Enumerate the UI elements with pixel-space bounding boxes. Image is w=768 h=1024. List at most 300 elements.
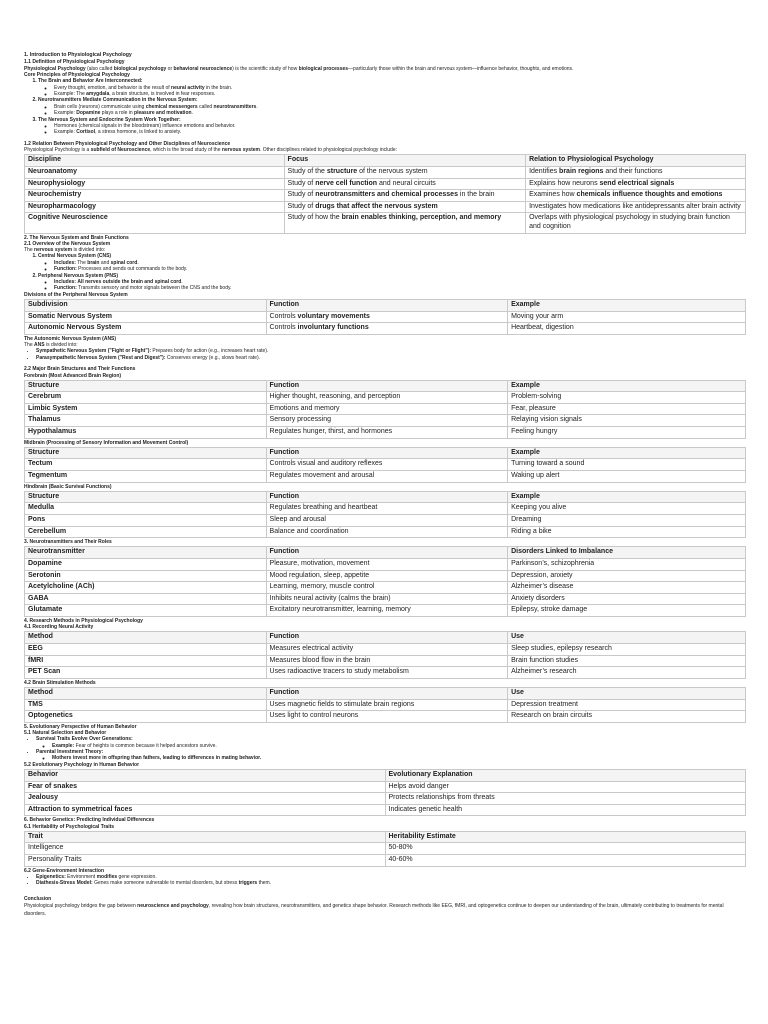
term: biological processes [298,65,349,72]
column-header: Trait [25,831,386,843]
table-cell: Waking up alert [508,471,746,483]
table-cell: Somatic Nervous System [25,311,267,323]
column-header: Example [508,491,746,503]
table-row [25,667,746,679]
table-cell [284,167,526,179]
table-row [25,515,746,527]
table-cell: Fear of snakes [25,781,386,793]
text: of the nervous system [357,168,428,176]
text: Study of how the [287,214,342,222]
principles-list [24,78,746,136]
table-cell [284,178,526,190]
table-cell: Jealousy [25,793,386,805]
bold-text: Function: [54,266,77,273]
text: Physiological Psychology is a [24,147,91,154]
table-row [25,526,746,538]
table-row [25,570,746,582]
table-row [25,415,746,427]
bold-text: amygdala [86,91,110,98]
table-cell [266,311,508,323]
bold-text: send electrical signals [599,179,675,187]
table-header-row [25,491,746,503]
text: , which is the broad study of the [150,147,222,154]
table-header-row [25,687,746,699]
table-cell: Feeling hungry [508,427,746,439]
table-header-row [25,831,746,843]
table-row [25,793,746,805]
bold-text: Dopamine [76,110,101,117]
text: , a stress hormone, is linked to anxiety. [95,129,182,136]
text: Transmits sensory and motor signals between the CNS and the body. [76,285,232,292]
table-cell: Cognitive Neuroscience [25,213,285,233]
table-row [25,323,746,335]
column-header: Disorders Linked to Imbalance [508,547,746,559]
table-cell: TMS [25,699,267,711]
column-header: Behavior [25,770,386,782]
bold-text: neuroscience and psychology [137,902,209,909]
table-cell: Relaying vision signals [508,415,746,427]
table-row [25,655,746,667]
table-row [25,427,746,439]
section-6-1-heading: 6.1 Heritability of Psychological Traits [24,823,115,830]
table-cell: Parkinson’s, schizophrenia [508,559,746,571]
text: Conserves energy (e.g., slows heart rate). [165,354,261,361]
table-cell: Cerebellum [25,526,267,538]
column-header: Example [508,300,746,312]
table-cell: PET Scan [25,667,267,679]
table-cell: Autonomic Nervous System [25,323,267,335]
table-cell: Excitatory neurotransmitter, learning, memory [266,605,508,617]
table-header-row [25,155,746,167]
bold-text: nervous system [34,247,73,254]
table-cell: Regulates breathing and heartbeat [266,503,508,515]
column-header: Focus [284,155,526,167]
column-header: Use [508,687,746,699]
text: The [75,259,88,266]
bold-text: Cortisol [76,129,96,136]
bold-text: nerve cell function [315,179,378,187]
table-cell [284,201,526,213]
bold-text: modifies [96,873,118,880]
column-header: Heritability Estimate [385,831,746,843]
section-2-heading: 2. The Nervous System and Brain Functions [24,234,129,241]
pns-divisions-heading: Divisions of the Peripheral Nervous System [24,291,128,298]
table-cell: Dreaming [508,515,746,527]
bold-text: spinal cord [110,259,138,266]
text: . Other disciplines related to physiological psychology include: [259,147,397,154]
table-cell: Cerebrum [25,392,267,404]
table-cell: Measures electrical activity [266,644,508,656]
bold-text: Function: [54,285,77,292]
table-row [25,503,746,515]
table-cell: Intelligence [25,843,386,855]
table-cell [526,190,746,202]
table-cell: Higher thought, reasoning, and perception [266,392,508,404]
table-header-row [25,547,746,559]
bold-text: pleasure and motivation [134,110,192,117]
column-header: Subdivision [25,300,267,312]
section-3-heading: 3. Neurotransmitters and Their Roles [24,539,112,546]
section-5-heading: 5. Evolutionary Perspective of Human Behavior [24,723,137,730]
table-cell: Research on brain circuits [508,711,746,723]
table-cell: Alzheimer’s research [508,667,746,679]
bold-text: neurotransmitters and chemical processes [315,191,458,199]
table-cell: Neuropharmacology [25,201,285,213]
text: Genes make someone vulnerable to mental disorders, but stress [92,880,239,887]
section-1-2-intro [24,147,746,153]
hindbrain-table [24,491,746,538]
bold-text: chemicals influence thoughts and emotions [576,191,723,199]
text: and [99,259,111,266]
part-title: Central Nervous System (CNS) [38,253,112,260]
column-header: Function [266,632,508,644]
section-1-heading: 1. Introduction to Physiological Psychology [24,52,132,58]
forebrain-heading: Forebrain (Most Advanced Brain Region) [24,372,122,379]
section-4-heading: 4. Research Methods in Physiological Psychology [24,618,143,624]
column-header: Method [25,687,267,699]
text: Controls [269,324,298,332]
pns-divisions-table [24,299,746,335]
table-row [25,843,746,855]
bold-text: Parasympathetic Nervous System ("Rest and Digest"): [36,354,166,361]
bold-text: Includes: [54,259,76,266]
table-cell: Riding a bike [508,526,746,538]
section-6-2-heading: 6.2 Gene-Environment Interaction [24,867,105,874]
table-cell: Neurochemistry [25,190,285,202]
column-header: Function [266,491,508,503]
core-principles-heading: Core Principles of Physiological Psychology [24,72,130,79]
text: Brain cells (neurons) communicate using [54,103,146,110]
table-cell [526,167,746,179]
nervous-system-list [24,253,746,291]
table-cell: Helps avoid danger [385,781,746,793]
table-row [25,804,746,816]
text: Every thought, emotion, and behavior is the result of [54,84,172,91]
principle-title: The Brain and Behavior Are Interconnected: [38,78,143,85]
recording-methods-table [24,631,746,678]
text: Controls [269,312,298,320]
text: Overlaps with physiological psychology in studying brain function and cognition [529,214,730,231]
table-cell: Neuroanatomy [25,167,285,179]
list-item [38,97,746,116]
table-cell: Limbic System [25,403,267,415]
column-header: Evolutionary Explanation [385,770,746,782]
table-cell [284,190,526,202]
stimulation-methods-table [24,687,746,723]
text: Identifies [529,168,560,176]
bold-text: brain regions [559,168,604,176]
text: The [24,342,35,349]
bold-text: Includes: [54,279,76,286]
table-cell: Depression treatment [508,699,746,711]
text: . [191,110,193,117]
table-cell: Inhibits neural activity (calms the brain) [266,593,508,605]
text: Examines how [529,191,577,199]
column-header: Function [266,300,508,312]
table-row [25,854,746,866]
bold-text: neural activity [171,84,205,91]
text: plays a role in [100,110,135,117]
table-cell: Fear, pleasure [508,403,746,415]
bold-text: Parental Investment Theory: [36,748,104,755]
bold-text: ANS [34,342,45,349]
text: Study of [287,191,316,199]
table-row [25,582,746,594]
bold-text: Epigenetics: [36,873,66,880]
list-item [38,117,746,136]
section-1-2-heading: 1.2 Relation Between Physiological Psychology and Other Disciplines of Neuroscience [24,140,231,147]
text: Example: [54,129,77,136]
table-cell: Tectum [25,459,267,471]
table-cell: GABA [25,593,267,605]
table-cell: Optogenetics [25,711,267,723]
text: Study of the [287,168,327,176]
section-1-1-heading: 1.1 Definition of Physiological Psychology [24,59,125,66]
text: , revealing how brain structures, neurotransmitters, and genetics shape behavior. Research methods like EEG, fMRI, and optogenetics continue to deepen our understanding of the brain, ultimately contributing to treatments for mental disorders. [24,902,724,917]
conclusion-heading: Conclusion [24,895,52,902]
text: Fear of heights is common because it helped ancestors survive. [74,742,217,749]
table-cell: 50-80% [385,843,746,855]
table-cell: Glutamate [25,605,267,617]
text: is divided into: [44,342,78,349]
table-row [25,559,746,571]
term: biological psychology [113,65,167,72]
section-5-2-heading: 5.2 Evolutionary Psychology in Human Behavior [24,761,140,768]
bold-text: involuntary functions [297,324,369,332]
principle-title: The Nervous System and Endocrine System Work Together: [38,116,181,123]
column-header: Function [266,380,508,392]
text: in the brain. [204,84,233,91]
table-cell: Alzheimer’s disease [508,582,746,594]
column-header: Function [266,447,508,459]
forebrain-table [24,380,746,439]
section-4-2-heading: 4.2 Brain Stimulation Methods [24,679,96,686]
text: Processes and sends out commands to the body. [76,266,188,273]
table-row [25,781,746,793]
table-cell: Heartbeat, digestion [508,323,746,335]
text: (also called [85,65,114,72]
bold-text: Survival Traits Evolve Over Generations: [36,736,133,743]
table-cell: Controls visual and auditory reflexes [266,459,508,471]
text: or [166,65,174,72]
text: . [137,259,139,266]
column-header: Example [508,447,746,459]
document-page [24,50,746,918]
text: in the brain [457,191,495,199]
text: ) is the scientific study of how [232,65,299,72]
table-cell: Balance and coordination [266,526,508,538]
bold-text: nervous system [221,147,260,154]
bold-text: All nerves outside the brain and spinal cord [77,279,182,286]
text: Physiological psychology bridges the gap between [24,902,138,909]
table-row [25,605,746,617]
text: Environment [65,873,97,880]
bold-text: chemical messengers [145,103,198,110]
list-item [38,253,746,272]
text: , a brain structure, is involved in fear responses. [109,91,216,98]
text: Investigates how medications like antidepressants alter brain activity [529,202,741,210]
ans-heading: The Autonomic Nervous System (ANS) [24,335,117,342]
column-header: Method [25,632,267,644]
table-header-row [25,447,746,459]
bold-text: neurotransmitters [213,103,257,110]
column-header: Relation to Physiological Psychology [526,155,746,167]
table-cell: Moving your arm [508,311,746,323]
heritability-table [24,831,746,867]
table-cell: Dopamine [25,559,267,571]
principle-title: Neurotransmitters Mediate Communication in the Nervous System: [38,97,198,104]
table-row [25,167,746,179]
column-header: Use [508,632,746,644]
table-cell: Uses light to control neurons [266,711,508,723]
bold-text: drugs that affect the nervous system [315,202,438,210]
bold-text: Mothers invest more in offspring than fathers, leading to differences in mating behavior. [52,755,262,762]
list-item [38,273,746,292]
gene-environment-list [24,874,746,887]
text: Example: [54,110,77,117]
table-cell [284,213,526,233]
column-header: Example [508,380,746,392]
table-row [25,311,746,323]
table-cell [266,323,508,335]
table-cell: Problem-solving [508,392,746,404]
midbrain-table [24,447,746,483]
section-2-1-heading: 2.1 Overview of the Nervous System [24,240,111,247]
text: called [197,103,214,110]
table-cell: Indicates genetic health [385,804,746,816]
table-cell: Hypothalamus [25,427,267,439]
table-row [25,213,746,233]
term: behavioral neuroscience [173,65,233,72]
table-cell: Brain function studies [508,655,746,667]
table-cell: Protects relationships from threats [385,793,746,805]
table-row [25,711,746,723]
list-item [36,749,746,762]
table-cell: Attraction to symmetrical faces [25,804,386,816]
table-cell: Anxiety disorders [508,593,746,605]
text: . [256,103,258,110]
text: and their functions [603,168,663,176]
table-cell: Emotions and memory [266,403,508,415]
table-header-row [25,770,746,782]
evolutionary-behavior-table [24,769,746,816]
table-cell: Serotonin [25,570,267,582]
table-cell: Sleep and arousal [266,515,508,527]
bold-text: triggers [238,880,258,887]
section-5-1-heading: 5.1 Natural Selection and Behavior [24,729,107,736]
text: is divided into: [72,247,106,254]
text: The [24,247,35,254]
text: . [181,279,183,286]
table-row [25,593,746,605]
column-header: Structure [25,447,267,459]
table-row [25,190,746,202]
table-cell: Depression, anxiety [508,570,746,582]
table-cell: Tegmentum [25,471,267,483]
table-cell: Pons [25,515,267,527]
table-cell: Turning toward a sound [508,459,746,471]
table-row [25,459,746,471]
table-row [25,178,746,190]
table-header-row [25,632,746,644]
table-header-row [25,380,746,392]
table-cell: 40-60% [385,854,746,866]
bold-text: brain enables thinking, perception, and memory [341,214,502,222]
table-cell: Personality Traits [25,854,386,866]
disciplines-table [24,154,746,233]
text: Hormones (chemical signals in the bloodstream) influence emotions and behavior. [54,123,236,130]
table-cell: Regulates hunger, thirst, and hormones [266,427,508,439]
table-cell: Epilepsy, stroke damage [508,605,746,617]
section-4-1-heading: 4.1 Recording Neural Activity [24,624,94,631]
bold-text: brain [87,259,100,266]
text: them. [257,880,272,887]
list-item [36,736,746,749]
bold-text: structure [326,168,358,176]
table-row [25,699,746,711]
column-header: Neurotransmitter [25,547,267,559]
column-header: Structure [25,380,267,392]
ans-list [24,348,746,361]
table-cell: Sensory processing [266,415,508,427]
bold-text: Diathesis-Stress Model: [36,880,93,887]
table-cell: Pleasure, motivation, movement [266,559,508,571]
table-cell: EEG [25,644,267,656]
table-cell [526,178,746,190]
bold-text: voluntary movements [297,312,370,320]
section-6-heading: 6. Behavior Genetics: Predicting Individual Differences [24,817,155,824]
table-cell: Keeping you alive [508,503,746,515]
table-cell [526,201,746,213]
table-cell: Thalamus [25,415,267,427]
column-header: Function [266,547,508,559]
table-cell: fMRI [25,655,267,667]
table-cell: Regulates movement and arousal [266,471,508,483]
table-cell: Learning, memory, muscle control [266,582,508,594]
table-cell: Uses radioactive tracers to study metabolism [266,667,508,679]
hindbrain-heading: Hindbrain (Basic Survival Functions) [24,483,112,490]
table-cell: Mood regulation, sleep, appetite [266,570,508,582]
table-row [25,392,746,404]
table-row [25,201,746,213]
text: Explains how neurons [529,179,600,187]
table-header-row [25,300,746,312]
part-title: Peripheral Nervous System (PNS) [38,272,119,279]
bold-text: Example: [52,742,75,749]
text: and neural circuits [377,179,436,187]
column-header: Structure [25,491,267,503]
text: Prepares body for action (e.g., increases heart rate). [151,348,269,355]
bold-text: Sympathetic Nervous System ("Fight or Flight"): [36,348,152,355]
natural-selection-list [24,736,746,762]
bold-text: subfield of Neuroscience [90,147,151,154]
table-cell: Medulla [25,503,267,515]
table-cell: Acetylcholine (ACh) [25,582,267,594]
neurotransmitters-table [24,546,746,617]
table-cell: Sleep studies, epilepsy research [508,644,746,656]
list-item [38,78,746,97]
table-cell: Uses magnetic fields to stimulate brain regions [266,699,508,711]
text: gene expression. [117,873,157,880]
term: Physiological Psychology [24,65,86,72]
table-row [25,644,746,656]
text: —particularly those within the brain and nervous system—influence behavior, thoughts, and emotions. [348,65,574,72]
text: Example: The [54,91,87,98]
table-row [25,403,746,415]
table-cell: Neurophysiology [25,178,285,190]
section-2-2-heading: 2.2 Major Brain Structures and Their Functions [24,366,136,373]
text: Study of [287,202,316,210]
